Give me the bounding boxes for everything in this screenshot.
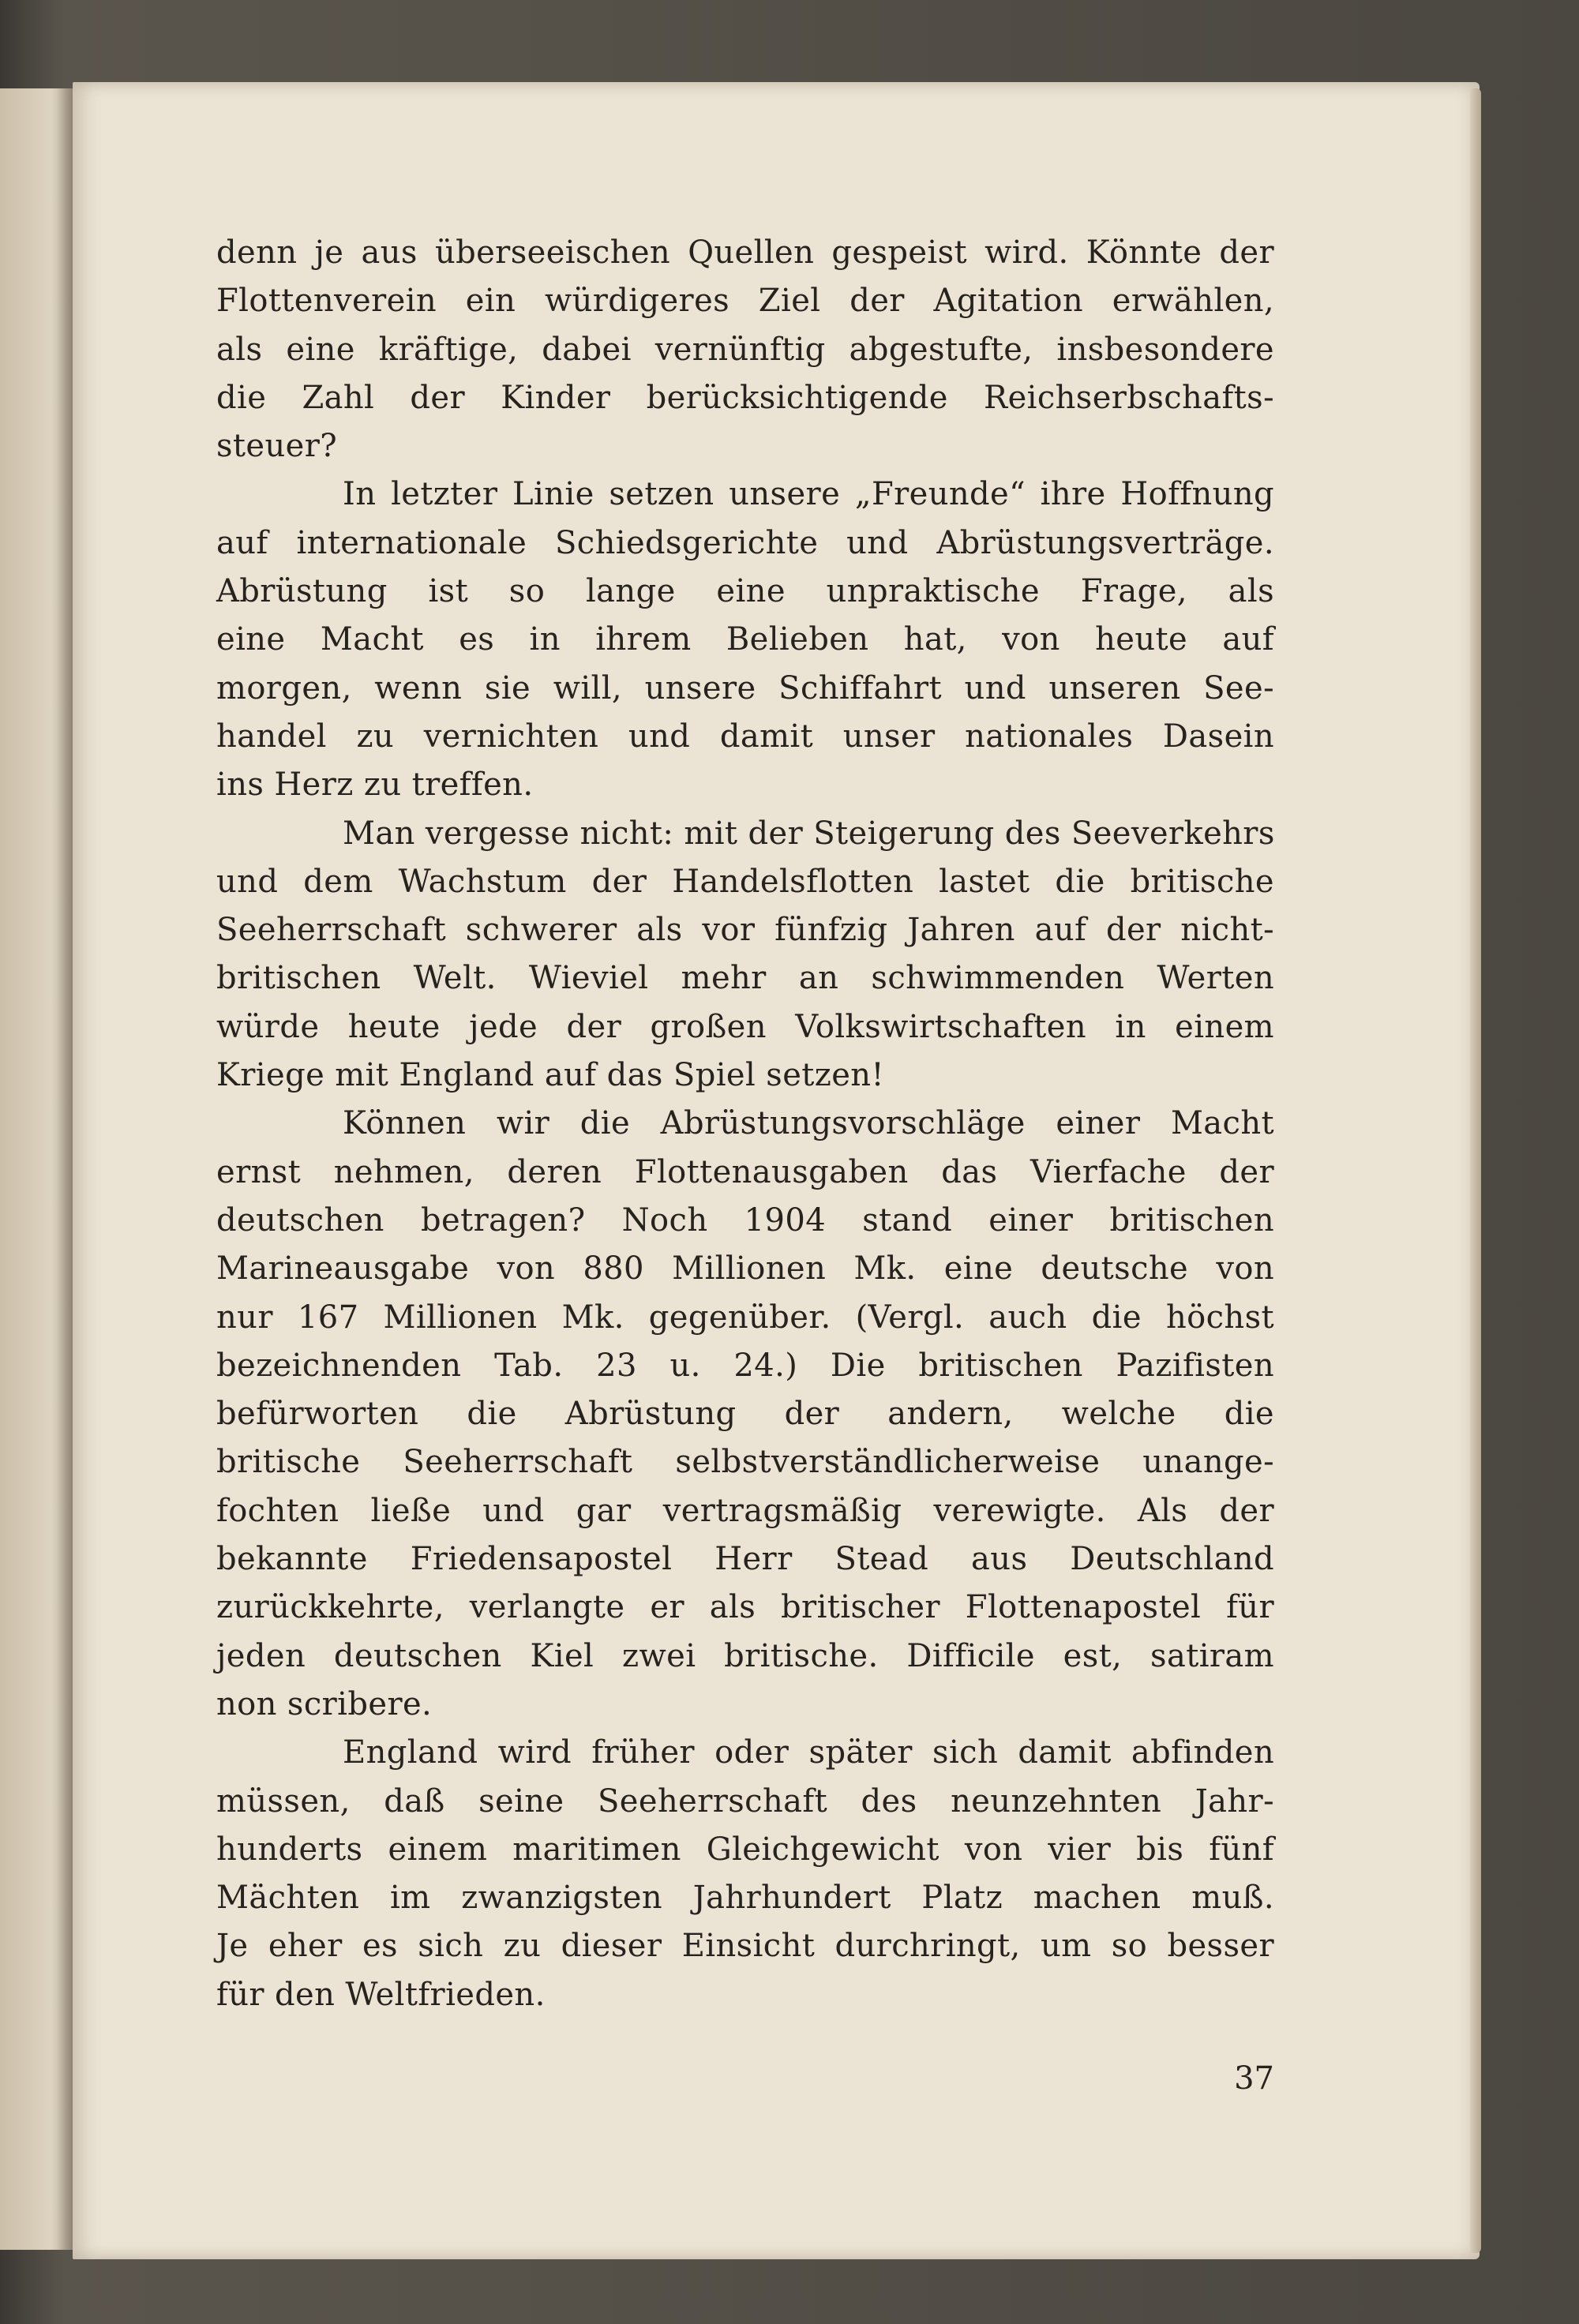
- text-line: Kriege mit England auf das Spiel setzen!: [216, 1057, 884, 1094]
- text-line: müssen, daß seine Seeherrschaft des neunzehnten Jahr-: [216, 1782, 1274, 1820]
- text-line: hunderts einem maritimen Gleichgewicht von vier bis fünf: [216, 1831, 1274, 1868]
- page-number: 37: [1234, 2060, 1274, 2097]
- text-line: zurückkehrte, verlangte er als britischer Flottenapostel für: [216, 1589, 1274, 1626]
- text-line: Marineausgabe von 880 Millionen Mk. eine deutsche von: [216, 1250, 1274, 1288]
- text-line: Können wir die Abrüstungsvorschläge einer Macht: [343, 1105, 1274, 1142]
- text-line: britischen Welt. Wieviel mehr an schwimmenden Werten: [216, 960, 1274, 997]
- text-line: Mächten im zwanzigsten Jahrhundert Platz machen muß.: [216, 1880, 1274, 1917]
- text-line: In letzter Linie setzen unsere „Freunde“ ihre Hoffnung: [343, 476, 1274, 513]
- text-line: non scribere.: [216, 1685, 433, 1722]
- text-line: Je eher es sich zu dieser Einsicht durchringt, um so besser: [216, 1928, 1274, 1965]
- book-gutter: [57, 88, 74, 2250]
- text-line: handel zu vernichten und damit unser nationales Dasein: [216, 718, 1274, 755]
- text-line: als eine kräftige, dabei vernünftig abgestufte, insbesondere: [216, 331, 1274, 368]
- text-line: bekannte Friedensapostel Herr Stead aus Deutschland: [216, 1541, 1274, 1578]
- text-line: eine Macht es in ihrem Belieben hat, von heute auf: [216, 621, 1274, 658]
- text-line: nur 167 Millionen Mk. gegenüber. (Vergl. auch die höchst: [216, 1299, 1274, 1336]
- text-line: morgen, wenn sie will, unsere Schiffahrt und unseren See-: [216, 669, 1274, 707]
- text-line: Abrüstung ist so lange eine unpraktische Frage, als: [216, 573, 1274, 610]
- text-line: Man vergesse nicht: mit der Steigerung des Seeverkehrs: [343, 815, 1275, 852]
- text-line: Flottenverein ein würdigeres Ziel der Agitation erwählen,: [216, 283, 1274, 320]
- text-line: England wird früher oder später sich damit abfinden: [343, 1734, 1274, 1771]
- text-line: auf internationale Schiedsgerichte und Abrüstungsverträge.: [216, 524, 1274, 561]
- text-line: für den Weltfrieden.: [216, 1976, 546, 2013]
- text-line: ins Herz zu treffen.: [216, 767, 534, 804]
- text-line: britische Seeherrschaft selbstverständlicherweise unange-: [216, 1444, 1274, 1481]
- text-line: ernst nehmen, deren Flottenausgaben das Vierfache der: [216, 1153, 1274, 1190]
- text-line: Seeherrschaft schwerer als vor fünfzig Jahren auf der nicht-: [216, 912, 1274, 949]
- text-line: steuer?: [216, 428, 338, 465]
- body-text: [216, 229, 1274, 2019]
- text-line: bezeichnenden Tab. 23 u. 24.) Die britischen Pazifisten: [216, 1347, 1274, 1384]
- text-line: und dem Wachstum der Handelsflotten lastet die britische: [216, 863, 1274, 900]
- text-line: jeden deutschen Kiel zwei britische. Difficile est, satiram: [216, 1637, 1274, 1674]
- text-line: deutschen betragen? Noch 1904 stand einer britischen: [216, 1201, 1274, 1239]
- text-line: würde heute jede der großen Volkswirtschaften in einem: [216, 1008, 1274, 1045]
- text-line: die Zahl der Kinder berücksichtigende Reichserbschafts-: [216, 379, 1274, 416]
- text-line: befürworten die Abrüstung der andern, welche die: [216, 1396, 1274, 1433]
- text-line: fochten ließe und gar vertragsmäßig verewigte. Als der: [216, 1492, 1274, 1529]
- page-stack-edge: [1470, 88, 1481, 2253]
- text-line: denn je aus überseeischen Quellen gespeist wird. Könnte der: [216, 234, 1274, 271]
